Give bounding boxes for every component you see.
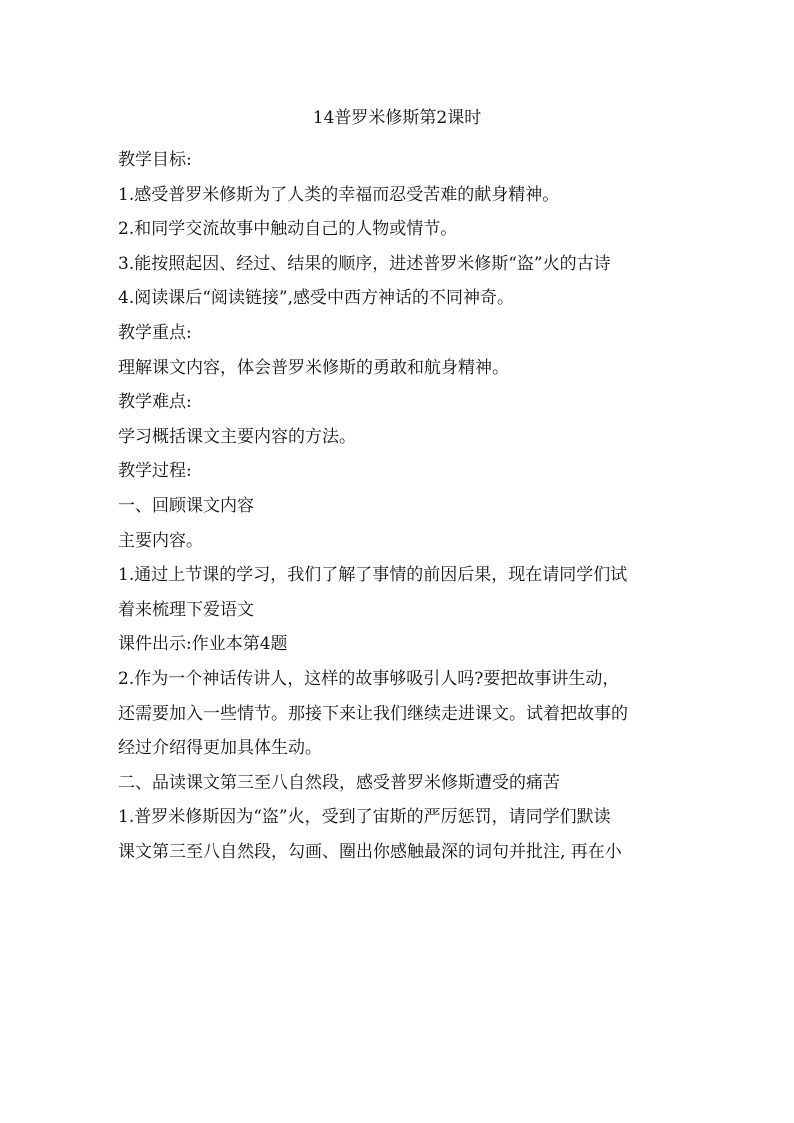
- section-1-step-2: 2.作为一个神话传讲人，这样的故事够吸引人吗?要把故事讲生动，: [118, 668, 620, 689]
- section-2-step-1: 1.普罗米修斯因为“盗”火，受到了宙斯的严厉惩罚，请同学们默读: [118, 807, 611, 828]
- difficulties-text: 学习概括课文主要内容的方法。: [118, 426, 356, 447]
- objective-2: 2.和同学交流故事中触动自己的人物或情节。: [118, 219, 458, 240]
- objectives-heading: 教学目标:: [118, 150, 192, 170]
- section-1-step-2-end: 经过介绍得更加具体生动。: [118, 738, 322, 759]
- objective-4: 4.阅读课后“阅读链接”,感受中西方神话的不同神奇。: [118, 288, 515, 309]
- section-2-heading: 二、品读课文第三至八自然段，感受普罗米修斯遭受的痛苦: [118, 772, 560, 793]
- process-heading: 教学过程:: [118, 461, 192, 482]
- objective-1: 1.感受普罗米修斯为了人类的幸福而忍受苦难的献身精神。: [118, 184, 560, 205]
- document-title: 14普罗米修斯第2课时: [312, 108, 482, 128]
- section-2-step-1-cont: 课文第三至八自然段，勾画、圈出你感触最深的词句并批注, 再在小: [118, 841, 622, 862]
- section-1-step-1-cont: 着来梳理下爱语文: [118, 599, 254, 620]
- courseware-note: 课件出示:作业本第4题: [118, 634, 288, 655]
- key-points-text: 理解课文内容，体会普罗米修斯的勇敢和航身精神。: [118, 357, 509, 378]
- difficulties-heading: 教学难点:: [118, 392, 192, 413]
- section-1-line: 主要内容。: [118, 530, 203, 551]
- document-body: [118, 143, 678, 869]
- section-1-heading: 一、回顾课文内容: [118, 495, 254, 516]
- section-1-step-1: 1.通过上节课的学习，我们了解了事情的前因后果，现在请同学们试: [118, 565, 628, 586]
- section-1-step-2-cont: 还需要加入一些情节。那接下来让我们继续走进课文。试着把故事的: [118, 703, 628, 724]
- objective-3: 3.能按照起因、经过、结果的顺序，进述普罗米修斯“盗”火的古诗: [118, 253, 611, 274]
- key-points-heading: 教学重点:: [118, 322, 192, 343]
